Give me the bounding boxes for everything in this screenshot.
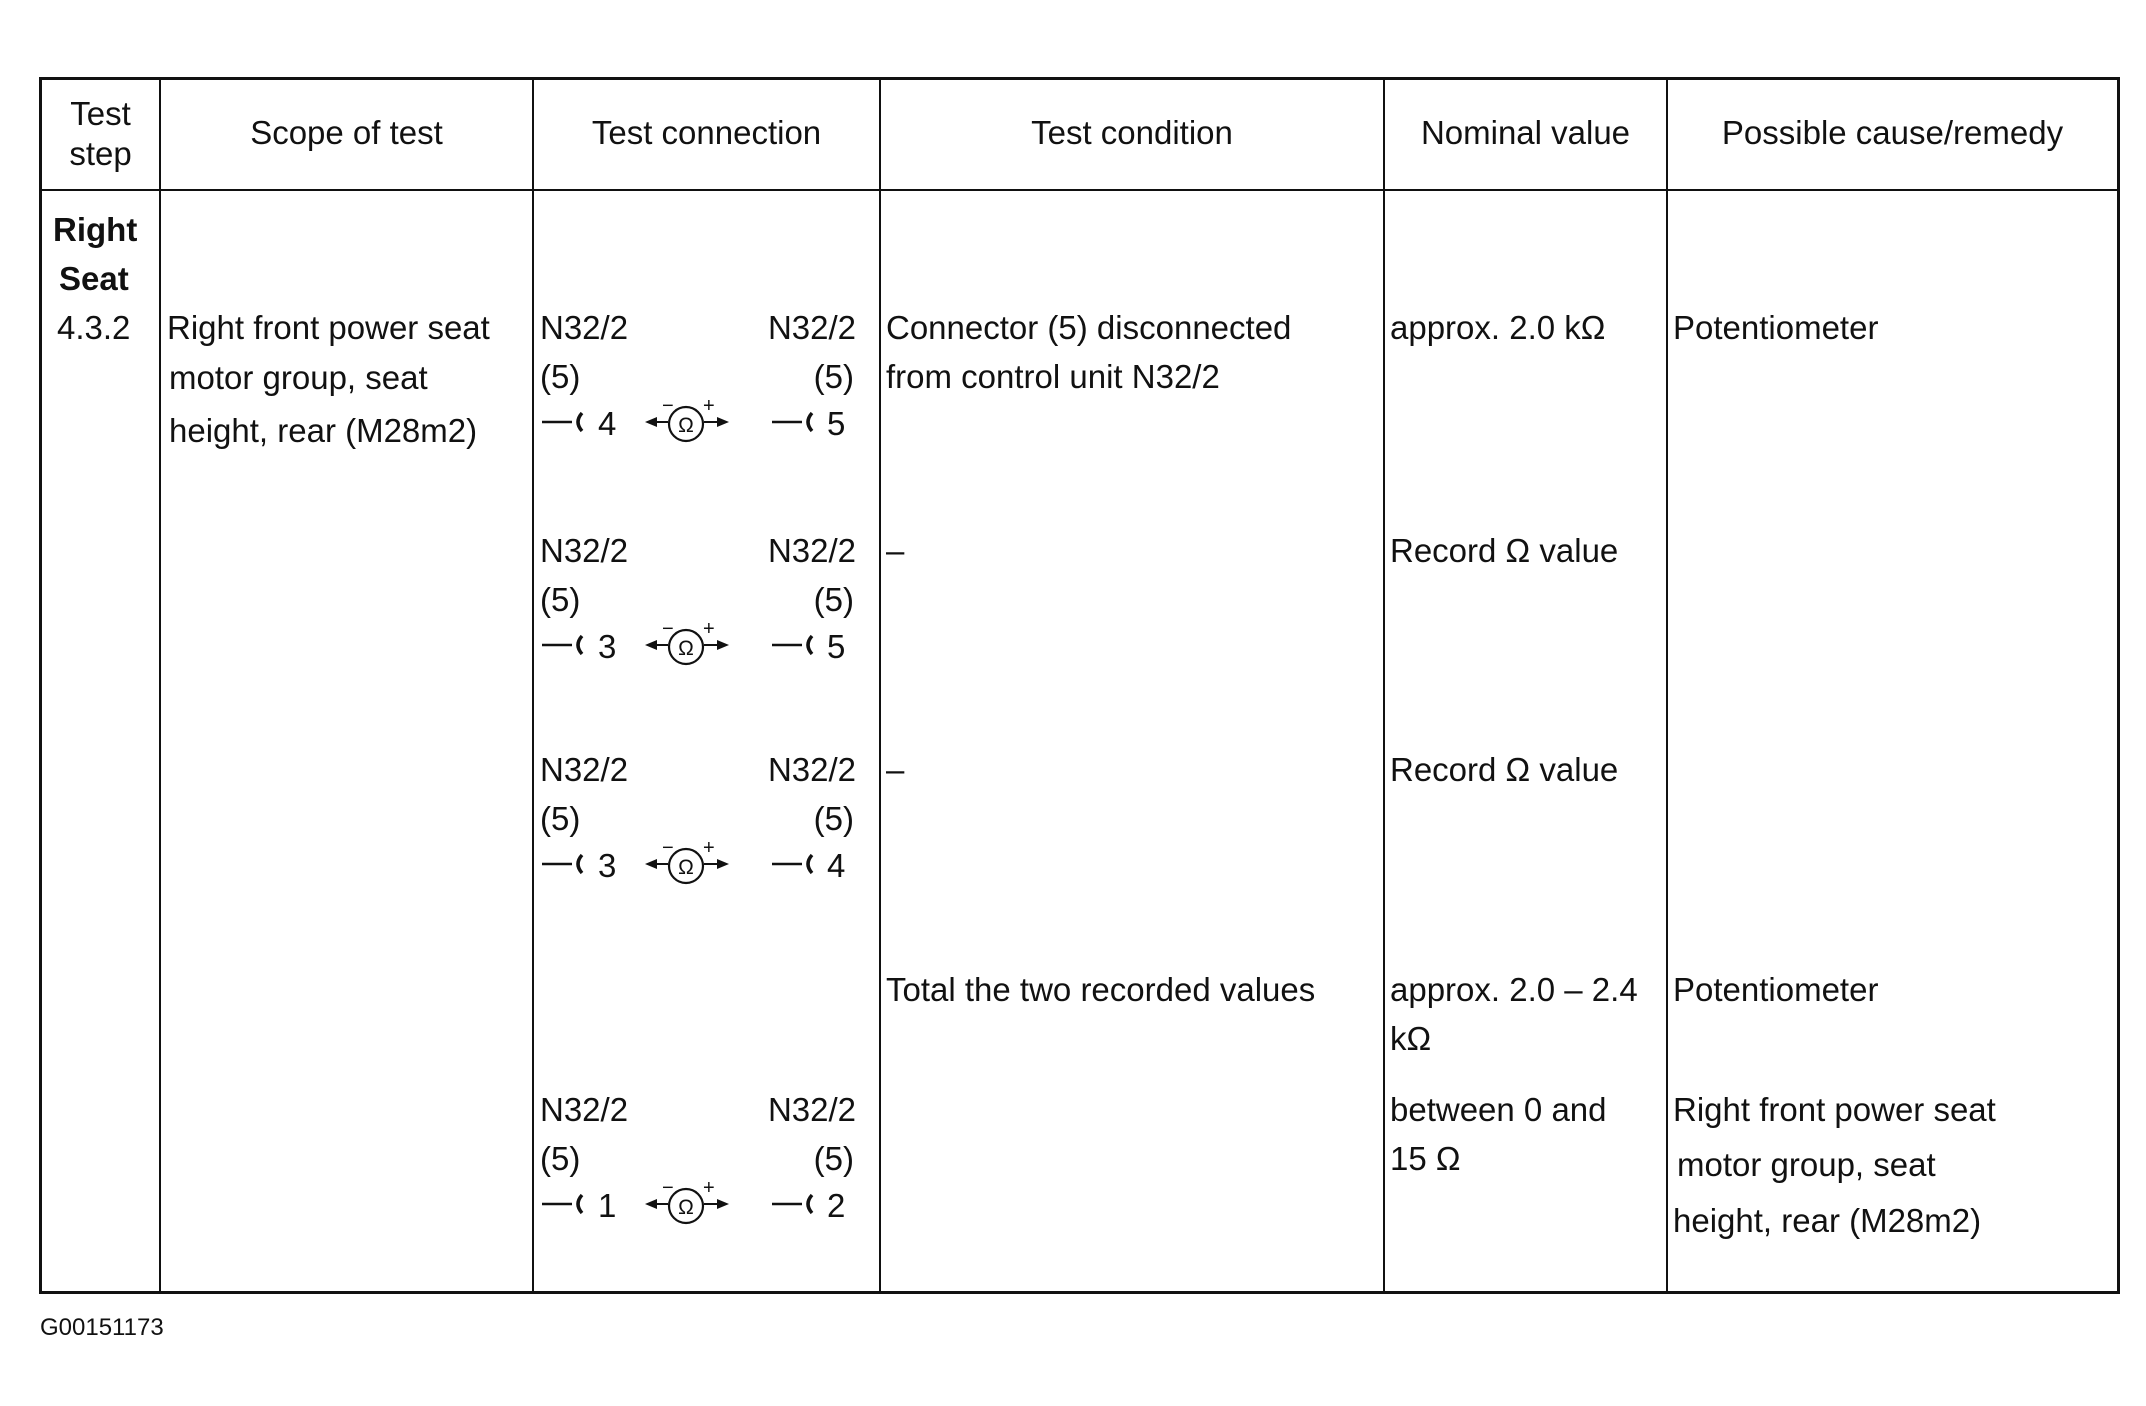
svg-text:Ω: Ω [678,856,694,879]
connection-left-connector: (5) [540,1140,581,1177]
table-left-border [39,77,42,1294]
table-header-divider [39,189,2120,191]
svg-text:4: 4 [598,405,617,442]
connection-left-label: N32/2 [540,1091,629,1128]
remedy-row5-line1: Right front power seat [1673,1091,1996,1128]
column-divider-4 [1383,77,1385,1294]
nominal-row4-line1: approx. 2.0 – 2.4 [1390,971,1638,1008]
column-divider-5 [1666,77,1668,1294]
header-test-condition: Test condition [1031,114,1233,151]
svg-text:Ω: Ω [678,637,694,660]
remedy-row4: Potentiometer [1673,971,1879,1008]
connection-left-connector: (5) [540,800,581,837]
step-title-line2: Seat [59,260,129,297]
ohmmeter-probe-schematic [540,623,856,667]
svg-text:5: 5 [827,405,846,442]
nominal-row1: approx. 2.0 kΩ [1390,309,1606,346]
svg-text:−: − [662,623,674,640]
svg-text:3: 3 [598,628,617,665]
svg-text:5: 5 [827,628,846,665]
nominal-row3: Record Ω value [1390,751,1619,788]
ohmmeter-probe-schematic [540,1182,856,1226]
connection-right-label: N32/2 [767,751,856,788]
connection-left-label: N32/2 [540,532,629,569]
connection-right-label: N32/2 [767,309,856,346]
test-connection-diagram [540,533,856,683]
svg-text:3: 3 [598,847,617,884]
ohmmeter-probe-schematic [540,400,856,444]
connection-right-connector: (5) [813,800,854,837]
header-possible-cause-remedy: Possible cause/remedy [1721,114,2064,151]
scope-line1: Right front power seat [167,309,490,346]
figure-id: G00151173 [40,1314,164,1341]
condition-row4: Total the two recorded values [886,971,1316,1008]
connection-right-connector: (5) [813,581,854,618]
scope-line2: motor group, seat [169,359,428,396]
svg-text:+: + [703,842,715,859]
column-divider-2 [532,77,534,1294]
header-scope-of-test: Scope of test [250,114,443,151]
connection-left-label: N32/2 [540,309,629,346]
header-nominal-value: Nominal value [1420,114,1631,151]
ohmmeter-probe-schematic [540,842,856,886]
connection-right-label: N32/2 [767,1091,856,1128]
connection-left-label: N32/2 [540,751,629,788]
connection-left-connector: (5) [540,581,581,618]
scope-line3: height, rear (M28m2) [169,412,478,449]
condition-row1-line2: from control unit N32/2 [886,358,1220,395]
svg-text:+: + [703,623,715,640]
condition-row1-line1: Connector (5) disconnected [886,309,1292,346]
svg-text:−: − [662,842,674,859]
nominal-row5-line2: 15 Ω [1390,1140,1461,1177]
remedy-row5-line3: height, rear (M28m2) [1673,1202,1982,1239]
svg-text:Ω: Ω [678,1196,694,1219]
test-connection-diagram [540,1092,856,1242]
test-connection-diagram [540,752,856,902]
table-right-border [2117,77,2120,1294]
column-divider-1 [159,77,161,1294]
table-bottom-border [39,1291,2120,1294]
connection-right-label: N32/2 [767,532,856,569]
svg-text:+: + [703,400,715,417]
test-connection-diagram [540,310,856,460]
connection-right-connector: (5) [813,1140,854,1177]
remedy-row1: Potentiometer [1673,309,1879,346]
remedy-row5-line2: motor group, seat [1677,1146,1936,1183]
svg-text:−: − [662,400,674,417]
connection-right-connector: (5) [813,358,854,395]
header-test-connection: Test connection [591,114,822,151]
header-test-step: Test step [69,95,132,172]
nominal-row5-line1: between 0 and [1390,1091,1607,1128]
nominal-row2: Record Ω value [1390,532,1619,569]
table-top-border [39,77,2120,80]
svg-text:Ω: Ω [678,414,694,437]
column-divider-3 [879,77,881,1294]
nominal-row4-line2: kΩ [1390,1020,1432,1057]
svg-text:1: 1 [598,1187,617,1224]
svg-text:+: + [703,1182,715,1199]
condition-row3: – [886,751,905,788]
step-number: 4.3.2 [57,309,131,346]
svg-text:−: − [662,1182,674,1199]
svg-text:4: 4 [827,847,846,884]
step-title-line1: Right [53,211,138,248]
svg-text:2: 2 [827,1187,846,1224]
condition-row2: – [886,532,905,569]
connection-left-connector: (5) [540,358,581,395]
